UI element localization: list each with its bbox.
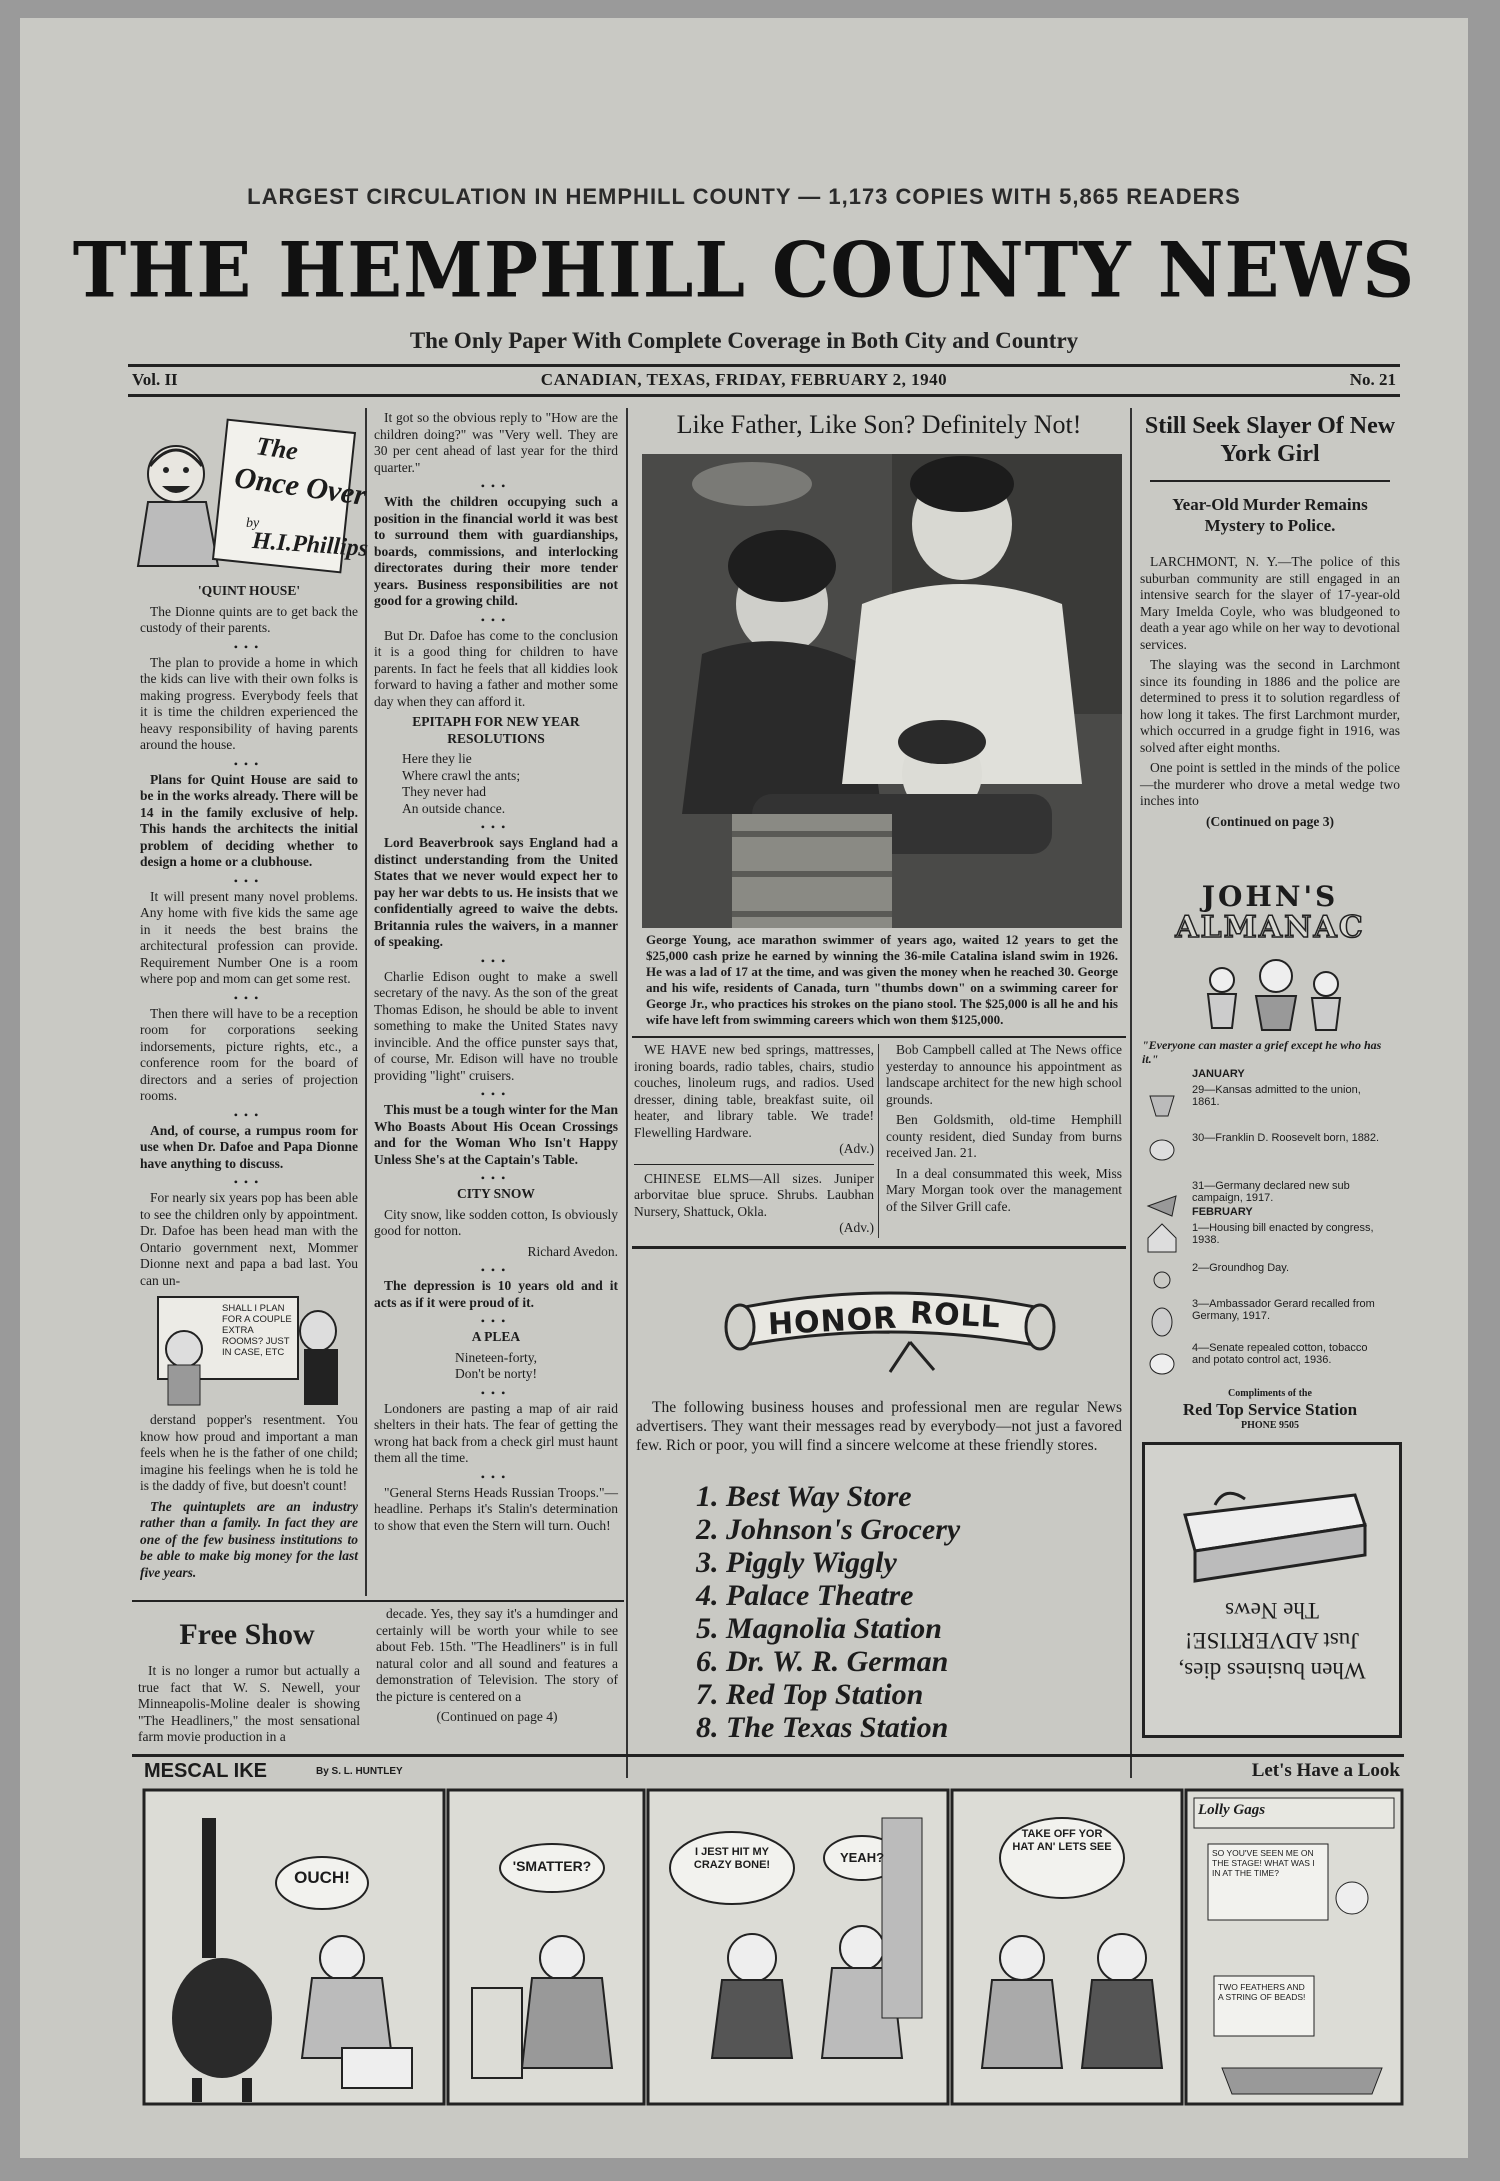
paragraph: Londoners are pasting a map of air raid shelters in their hats. The fear of getting the wrong hat back from a check girl must haunt them all the time. [374, 1400, 618, 1465]
verse-line: Where crawl the ants; [402, 767, 521, 783]
logo-the: The [254, 431, 300, 466]
comic-title: MESCAL IKE [144, 1760, 267, 1782]
cartoon-balloon: SHALL I PLAN FOR A COUPLE EXTRA ROOMS? JUST IN CASE, ETC [222, 1303, 292, 1358]
paragraph: The plan to provide a home in which the kids can live with their own folks is making progress. Everybody feels that it is time the children experienced the heavy responsibility of having parents around the house. [140, 654, 358, 752]
paragraph: For nearly six years pop has been able to see the children only by appointment. Dr. Dafoe has been head man with the Ontario government next, Mommer Dionne next and papa a bad last. You can un- [140, 1190, 358, 1288]
verse: City snow, like sodden cotton, Is obviously good for notton. [374, 1206, 618, 1238]
column-rule-2 [626, 408, 628, 1778]
paragraph: And, of course, a rumpus room for use when Dr. Dafoe and Papa Dionne have anything to discuss. [140, 1122, 358, 1171]
tagline: The Only Paper With Complete Coverage in Both City and Country [409, 328, 1079, 353]
almanac-quote: "Everyone can master a grief except he who has it." [1142, 1038, 1382, 1066]
separator: ••• [233, 990, 265, 1005]
almanac-entry-jan-29: 29—Kansas admitted to the union, 1861. [1192, 1084, 1361, 1108]
dateline: CANADIAN, TEXAS, FRIDAY, FEBRUARY 2, 1940 [540, 370, 948, 389]
advertise-box [1142, 1442, 1402, 1738]
adv-tag: (Adv.) [839, 1220, 874, 1235]
verse-line: Nineteen-forty, [455, 1349, 537, 1365]
paragraph: With the children occupying such a position in the financial world it was best to surround them with guardianships, boards, commissions, and interlocking directorates during their more tender years. Business responsibilities are not good for a growing child. [374, 494, 618, 608]
honor-item: 8. The Texas Station [696, 1711, 949, 1744]
balloon-smatter: 'SMATTER? [512, 1858, 592, 1874]
free-show-title: Free Show [179, 1618, 315, 1651]
verse-line: An outside chance. [402, 800, 506, 816]
paragraph: decade. Yes, they say it's a humdinger and certainly will be worth your while to see about Feb. 15th. "The Headliners" is in full natural color and all sound and features a demonstration of Television. The story of the picture is centered on a [376, 1606, 618, 1704]
almanac-entry-feb-1: 1—Housing bill enacted by congress, 1938. [1192, 1222, 1374, 1246]
once-over-logo [128, 416, 369, 576]
verse-author: Richard Avedon. [527, 1243, 618, 1259]
paragraph: It got so the obvious reply to "How are the children doing?" was "Very well. They are 30 per cent ahead of last year for the third quarter." [374, 410, 618, 475]
honor-item: 4. Palace Theatre [696, 1579, 914, 1612]
almanac-illustration [1186, 954, 1356, 1034]
header-rule-top [128, 364, 1400, 367]
paragraph: But Dr. Dafoe has come to the conclusion it is a good thing for children to have parents. In fact he feels that all kiddies look forward to having a father and mother some day when they can afford it. [374, 627, 618, 709]
once-over-column-2 [374, 410, 618, 1538]
separator: ••• [233, 1175, 265, 1189]
honor-item: 3. Piggly Wiggly [696, 1546, 897, 1579]
slayer-subhead: Year-Old Murder Remains Mystery to Police. [1172, 495, 1368, 535]
separator: ••• [480, 953, 512, 968]
sponsor-name: Red Top Service Station [1182, 1400, 1358, 1419]
morgan-item: In a deal consummated this week, Miss Mary Morgan took over the management of the Silver Grill cafe. [886, 1165, 1122, 1214]
honor-roll-banner [720, 1268, 1060, 1378]
sponsor-phone: PHONE 9505 [1240, 1420, 1300, 1431]
briefs-right [886, 1042, 1122, 1219]
city-snow-heading: CITY SNOW [457, 1186, 535, 1201]
lolly-caption-2: TWO FEATHERS AND A STRING OF BEADS! [1218, 1982, 1306, 2002]
verse-line: They never had [402, 784, 486, 799]
circulation-line: LARGEST CIRCULATION IN HEMPHILL COUNTY — 1,173 COPIES WITH 5,865 READERS [247, 184, 1241, 209]
header-rule-bottom [128, 394, 1400, 397]
lolly-caption-1: SO YOU'VE SEEN ME ON THE STAGE! WHAT WAS I IN AT THE TIME? [1212, 1848, 1315, 1878]
almanac-title-2: ALMANAC [1175, 910, 1365, 945]
balloon-crazy-bone: I JEST HIT MY CRAZY BONE! [693, 1846, 771, 1871]
balloon-yeah: YEAH? [839, 1850, 885, 1865]
comic-byline: By S. L. HUNTLEY [316, 1766, 403, 1777]
paragraph: Plans for Quint House are said to be in the works already. There will be 14 in the family exclusive of help. This hands the architects the initial problem of deciding whether to design a home or a clubhouse. [140, 771, 358, 869]
we-have-ad: WE HAVE new bed springs, mattresses, ironing boards, radio tables, chairs, studio couches, linoleum rugs, and radios. Used dresser, dining table, breakfast suite, oil heater, and library table. We trade! Flewelling Hardware. [634, 1042, 874, 1140]
almanac-entry-jan-30: 30—Franklin D. Roosevelt born, 1882. [1192, 1132, 1380, 1144]
separator: ••• [233, 1107, 265, 1122]
once-over-column-1 [140, 583, 358, 1293]
separator: ••• [233, 756, 265, 771]
family-photo-image [642, 454, 1122, 928]
issue-number: No. 21 [1349, 370, 1396, 389]
paragraph: "General Sterns Heads Russian Troops."—headline. Perhaps it's Stalin's determination to show that even the Stern will turn. Ouch! [374, 1484, 618, 1533]
lolly-gags-title: Lolly Gags [1198, 1802, 1266, 1818]
honor-roll-list [696, 1480, 1116, 1744]
paragraph: This must be a tough winter for the Man Who Boasts About His Ocean Crossings and for the Woman Who Isn't Happy Unless She's at the Captain's Table. [374, 1102, 618, 1167]
newspaper-page [20, 18, 1468, 2158]
paragraph: One point is settled in the minds of the police—the murderer who drove a metal wedge two inches into [1140, 760, 1400, 808]
paragraph: Then there will have to be a reception room for corporations seeking indorsements, picture rights, etc., a conference room for the board of directors and a series of projection rooms. [140, 1005, 358, 1103]
almanac-entry [1192, 1084, 1382, 1220]
adv-tag: (Adv.) [839, 1141, 874, 1156]
column-rule-1 [365, 408, 367, 1596]
ad-line-1: When business dies, [1178, 1658, 1366, 1683]
almanac-icons-feb [1142, 1218, 1182, 1378]
separator: ••• [480, 1263, 512, 1277]
quint-house-heading: 'QUINT HOUSE' [197, 583, 301, 598]
almanac-month: JANUARY [1192, 1068, 1245, 1080]
separator: ••• [480, 1469, 512, 1484]
separator: ••• [480, 1171, 512, 1185]
almanac-entry-feb-2: 2—Groundhog Day. [1192, 1262, 1290, 1274]
paragraph: Lord Beaverbrook says England had a distinct understanding from the United States that we never would expect her to pay her war debts to us. He insists that we confidentially agreed to waive the debts. Britannia rules the waivers, in a manner of speaking. [374, 835, 618, 949]
separator: ••• [480, 1314, 512, 1328]
feature-photo [642, 454, 1122, 928]
plea-heading: A PLEA [471, 1329, 521, 1344]
goldsmith-item: Ben Goldsmith, old-time Hemphill county resident, died Sunday from burns received Jan. 21. [886, 1112, 1122, 1160]
almanac-month: FEBRUARY [1192, 1206, 1253, 1218]
paragraph: The slaying was the second in Larchmont since its founding in 1886 and the police are determined to press it to solution regardless of how long it takes. The first Larchmont murder, which occurred in a grudge fight in 1916, was solved after eight months. [1140, 657, 1400, 755]
honor-item: 1. Best Way Store [696, 1480, 912, 1513]
once-over-column-1-end [140, 1412, 358, 1585]
banner-honor: HONOR [767, 1300, 899, 1343]
separator: ••• [480, 1087, 512, 1101]
free-show-right [376, 1606, 618, 1730]
campbell-item: Bob Campbell called at The News office yesterday to announce his appointment as landscape architect for the new high school grounds. [886, 1042, 1122, 1107]
separator: ••• [480, 479, 512, 493]
slayer-headline: Still Seek Slayer Of New York Girl [1144, 413, 1396, 467]
free-show-left [138, 1663, 360, 1750]
column-rule-3 [1130, 408, 1132, 1778]
briefs-left [634, 1042, 874, 1241]
slayer-rule [1150, 480, 1390, 482]
feature-caption: George Young, ace marathon swimmer of years ago, waited 12 years to get the $25,000 cash prize he earned by winning the 36-mile Catalina island swim in 1926. He was a lad of 17 at the time, and was given the money when he reached 30. George and his wife, residents of Canada, turn "thumbs down" on a swimming career for George Jr., who practices his strokes on the piano stool. The $25,000 is all he and his wife have left from swimming careers which won them $125,000. [646, 932, 1118, 1027]
separator: ••• [480, 1385, 512, 1400]
continued-note: (Continued on page 3) [1206, 813, 1334, 829]
paragraph: derstand popper's resentment. You know how proud and important a man feels when he is the father of one child; imagine his feelings when he is told he is the daddy of five, but doesn't count! [140, 1412, 358, 1493]
separator: ••• [233, 873, 265, 888]
almanac-entry-jan-31: 31—Germany declared new sub campaign, 1917. [1192, 1180, 1350, 1204]
logo-author: H.I.Phillips [251, 527, 369, 563]
honor-item: 5. Magnolia Station [696, 1612, 942, 1645]
honor-item: 6. Dr. W. R. German [696, 1645, 949, 1678]
compliments-line: Compliments of the [1228, 1388, 1312, 1399]
paragraph: It is no longer a rumor but actually a true fact that W. S. Newell, your Minneapolis-Moline dealer is showing "The Headliners," the most sensational farm movie production in a [138, 1663, 360, 1744]
honor-roll-intro: The following business houses and professional men are regular News advertisers. They want their messages read by everybody—not just a favored few. Rich or poor, you will find a sincere welcome at these friendly stores. [636, 1399, 1122, 1454]
volume: Vol. II [132, 370, 178, 389]
almanac-entry-feb-3: 3—Ambassador Gerard recalled from Germany, 1917. [1192, 1298, 1375, 1322]
verse-line: Here they lie [402, 751, 472, 766]
almanac-entry-feb-4: 4—Senate repealed cotton, tobacco and potato control act, 1936. [1192, 1342, 1368, 1366]
feature-rule [632, 1036, 1126, 1038]
almanac-title-1: JOHN'S [1201, 880, 1339, 913]
upside-down-ad-text [1145, 1595, 1399, 1685]
comic-strip [142, 1788, 1404, 2108]
comic-panels [142, 1788, 1404, 2108]
epitaph-heading: EPITAPH FOR NEW YEAR RESOLUTIONS [412, 714, 580, 746]
brief-divider [634, 1164, 874, 1165]
briefs-divider [878, 1044, 879, 1238]
verse-line: Don't be norty! [455, 1366, 537, 1381]
ad-line-3: The News [1225, 1598, 1319, 1623]
logo-by: by [246, 516, 260, 531]
paragraph: It will present many novel problems. Any home with five kids the same age in it needs the best brains the architectural profession can provide. Requirement Number One is a room where pop and mom can get some rest. [140, 888, 358, 986]
chinese-elms-ad: CHINESE ELMS—All sizes. Juniper arborvitae blue spruce. Shrubs. Laubhan Nursery, Shattuck, Okla. [634, 1170, 874, 1219]
ad-line-2: Just ADVERTISE! [1184, 1628, 1360, 1653]
almanac-feb-entries [1192, 1222, 1382, 1386]
logo-title: Once Over [232, 460, 369, 513]
banner-roll: ROLL [909, 1295, 1002, 1336]
masthead: THE HEMPHILL COUNTY NEWS [72, 224, 1416, 315]
honor-item: 7. Red Top Station [696, 1678, 924, 1711]
free-show-rule [132, 1600, 624, 1602]
balloon-ouch: OUCH! [294, 1868, 350, 1887]
separator: ••• [480, 612, 512, 627]
paragraph: The depression is 10 years old and it acts as if it were proud of it. [374, 1278, 618, 1310]
separator: ••• [480, 820, 512, 834]
comics-rule [132, 1754, 1404, 1757]
balloon-take-off-hat: TAKE OFF YOR HAT AN' LETS SEE [1012, 1828, 1112, 1853]
honor-item: 2. Johnson's Grocery [696, 1513, 961, 1546]
paragraph: Charlie Edison ought to make a swell secretary of the navy. As the son of the great Thomas Edison, he should be able to invent something to make the United States navy invincible. And the office punster says that, of course, Mr. Edison will have no trouble providing "light" cruisers. [374, 968, 618, 1083]
paragraph: The quintuplets are an industry rather than a family. In fact they are one of the few business institutions to be able to make big money for the last five years. [140, 1498, 358, 1580]
casket-illustration [1145, 1455, 1399, 1585]
feature-headline: Like Father, Like Son? Definitely Not! [676, 410, 1082, 439]
paragraph: LARCHMONT, N. Y.—The police of this suburban community are still engaged in an intensive search for the slayer of 17-year-old Mary Imelda Coyle, who was bludgeoned to death a year ago while on her way to devotional services. [1140, 554, 1400, 652]
paragraph: The Dionne quints are to get back the custody of their parents. [140, 603, 358, 635]
architect-cartoon [138, 1291, 360, 1409]
briefs-rule [632, 1246, 1126, 1249]
lets-look-title: Let's Have a Look [1251, 1760, 1400, 1781]
continued-note: (Continued on page 4) [436, 1709, 558, 1724]
separator: ••• [233, 639, 265, 654]
slayer-story [1140, 554, 1400, 834]
